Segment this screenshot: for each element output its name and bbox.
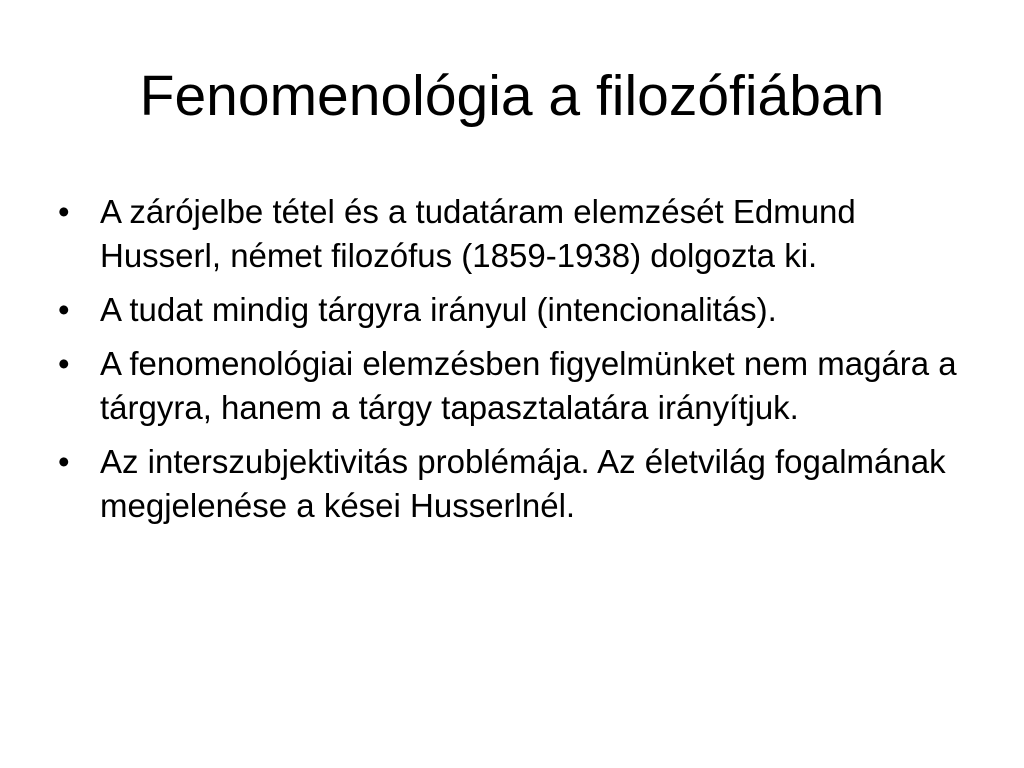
bullet-item xyxy=(58,440,978,528)
bullet-marker: • xyxy=(58,193,70,230)
bullet-text: A tudat mindig tárgyra irányul (intencionalitás). xyxy=(100,291,777,328)
bullet-marker: • xyxy=(58,443,70,480)
bullet-item xyxy=(58,288,978,332)
bullet-item xyxy=(58,190,978,278)
bullet-item xyxy=(58,342,978,430)
bullet-text: A fenomenológiai elemzésben figyelmünket nem magára a tárgyra, hanem a tárgy tapasztalatára irányítjuk. xyxy=(100,345,957,426)
bullet-text: Az interszubjektivitás problémája. Az életvilág fogalmának megjelenése a kései Husserlnél. xyxy=(100,443,946,524)
bullet-text: A zárójelbe tétel és a tudatáram elemzését Edmund Husserl, német filozófus (1859-1938) dolgozta ki. xyxy=(100,193,856,274)
slide-title: Fenomenológia a filozófiában xyxy=(139,64,885,128)
bullet-list xyxy=(58,190,978,538)
bullet-marker: • xyxy=(58,291,70,328)
bullet-marker: • xyxy=(58,345,70,382)
